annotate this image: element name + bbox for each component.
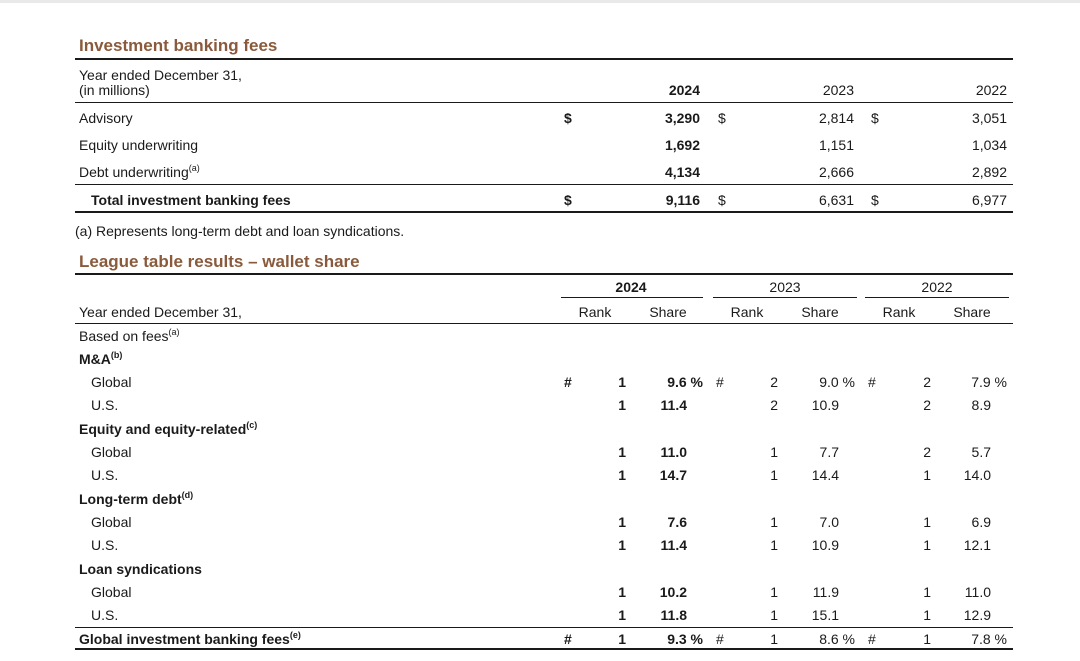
- fees-header-line2: (in millions): [79, 82, 150, 98]
- share-value: 11.4: [660, 537, 687, 553]
- league-header-rule: [75, 323, 1013, 324]
- footnote-marker: (a): [168, 327, 180, 337]
- total-2022: 6,977: [971, 192, 1007, 208]
- share-value: 14.4: [811, 467, 839, 483]
- share-value: 7.6: [667, 514, 687, 530]
- value-2022: 3,051: [971, 110, 1007, 126]
- rank-value: 1: [770, 607, 778, 623]
- total-2023: 6,631: [818, 192, 854, 208]
- footnote-marker: (a): [188, 163, 200, 173]
- share-value: 7.7: [819, 444, 839, 460]
- share-value: 14.7: [659, 467, 687, 483]
- group-heading: [79, 561, 202, 577]
- rank-header: Rank: [730, 304, 764, 320]
- group-heading-label: M&A: [79, 351, 111, 367]
- row-label: U.S.: [91, 537, 119, 553]
- rank-value: 2: [770, 397, 778, 413]
- share-value: 8.9: [971, 397, 991, 413]
- league-bottom-rule: [75, 648, 1013, 650]
- percent-sign: %: [838, 631, 855, 647]
- rank-value: 1: [770, 444, 778, 460]
- rank-header: Rank: [882, 304, 916, 320]
- value-2024: 3,290: [664, 110, 700, 126]
- rank-value: 1: [923, 631, 931, 647]
- rank-value: 1: [618, 607, 626, 623]
- share-value: 11.9: [812, 584, 839, 600]
- share-number: 9.0: [819, 374, 839, 390]
- league-total-rule: [75, 627, 1013, 628]
- share-value: [785, 631, 855, 647]
- share-number: 7.8: [971, 631, 991, 647]
- total-label-text: Global investment banking fees: [79, 631, 290, 647]
- dollar-sign: $: [564, 110, 572, 126]
- league-year-2022: 2022: [921, 279, 953, 295]
- rank-header: Rank: [578, 304, 612, 320]
- share-number: 8.6: [819, 631, 839, 647]
- total-label: [79, 631, 301, 647]
- group-heading-label: Long-term debt: [79, 491, 182, 507]
- group-heading: [79, 491, 193, 507]
- share-number: 9.3: [667, 631, 687, 647]
- share-value: 6.9: [971, 514, 991, 530]
- group-heading: [79, 421, 257, 437]
- value-2022: 2,892: [971, 164, 1007, 180]
- fees-top-rule: [75, 58, 1013, 60]
- based-on-fees-label: Based on fees$^{(a)}$: [79, 327, 180, 344]
- share-value: 11.0: [964, 584, 991, 600]
- fees-table-title: Investment banking fees: [79, 36, 278, 55]
- row-label: Global: [91, 374, 132, 390]
- row-label: U.S.: [91, 467, 119, 483]
- share-value: 10.9: [811, 397, 839, 413]
- league-year-2024: 2024: [615, 279, 647, 295]
- value-2024: 4,134: [664, 164, 700, 180]
- rank-value: 1: [618, 444, 626, 460]
- top-border: [0, 0, 1080, 3]
- rank-value: 2: [923, 397, 931, 413]
- share-number: 9.6: [667, 374, 687, 390]
- share-value: 5.7: [971, 444, 991, 460]
- league-table-title: League table results – wallet share: [79, 252, 360, 271]
- fees-year-2022: 2022: [975, 82, 1007, 98]
- league-year-2023: 2023: [769, 279, 801, 295]
- group-heading-label: Equity and equity-related: [79, 421, 247, 437]
- share-value: 10.9: [811, 537, 839, 553]
- rank-value: 1: [923, 584, 931, 600]
- rank-value: 1: [923, 467, 931, 483]
- fees-total-rule: [75, 184, 1013, 185]
- fees-footnote: (a) Represents long-term debt and loan syndications.: [75, 223, 405, 239]
- share-value: 10.2: [659, 584, 687, 600]
- footnote-marker: (b): [110, 350, 123, 360]
- fees-header-rule: [75, 102, 1013, 103]
- percent-sign: %: [990, 374, 1007, 390]
- dollar-sign: $: [871, 110, 879, 126]
- year-underline-2022: [865, 297, 1009, 298]
- value-2023: 2,814: [818, 110, 854, 126]
- value-2022: 1,034: [971, 137, 1007, 153]
- hash-marker: #: [868, 374, 876, 390]
- share-value: [785, 374, 855, 390]
- fees-year-2023: 2023: [822, 82, 854, 98]
- rank-value: 2: [923, 444, 931, 460]
- rank-value: 1: [618, 397, 626, 413]
- dollar-sign: $: [718, 110, 726, 126]
- share-number: 7.9: [971, 374, 991, 390]
- hash-marker: #: [564, 374, 572, 390]
- league-header-label: Year ended December 31,: [79, 304, 242, 320]
- dollar-sign: $: [564, 192, 572, 208]
- fees-header-line1: Year ended December 31,: [79, 67, 242, 83]
- rank-value: 1: [770, 514, 778, 530]
- row-label: Advisory: [79, 110, 133, 126]
- percent-sign: %: [990, 631, 1007, 647]
- share-value: 12.9: [963, 607, 991, 623]
- share-header: Share: [649, 304, 687, 320]
- hash-marker: #: [716, 374, 724, 390]
- row-label: Equity underwriting: [79, 137, 199, 153]
- share-value: [937, 374, 1007, 390]
- rank-value: 1: [618, 374, 626, 390]
- share-value: 15.1: [811, 607, 839, 623]
- group-heading-label: Loan syndications: [79, 561, 202, 577]
- share-value: [937, 631, 1007, 647]
- footnote-marker: (d): [181, 490, 194, 500]
- dollar-sign: $: [718, 192, 726, 208]
- rank-value: 2: [923, 374, 931, 390]
- fees-bottom-rule: [75, 211, 1013, 213]
- rank-value: 1: [770, 537, 778, 553]
- league-top-rule: [75, 273, 1013, 275]
- group-heading: [79, 351, 122, 367]
- row-label: Debt underwriting$^{(a)}$: [79, 163, 200, 180]
- share-value: 11.8: [660, 607, 687, 623]
- value-2024: 1,692: [664, 137, 700, 153]
- share-value: [633, 631, 703, 647]
- share-header: Share: [953, 304, 991, 320]
- value-2023: 1,151: [818, 137, 854, 153]
- rank-value: 1: [923, 514, 931, 530]
- share-value: 7.0: [819, 514, 839, 530]
- total-label: Total investment banking fees: [91, 192, 291, 208]
- row-label: Global: [91, 584, 132, 600]
- rank-value: 1: [770, 467, 778, 483]
- rank-value: 1: [618, 631, 626, 647]
- row-label: Global: [91, 444, 132, 460]
- rank-value: 1: [770, 584, 778, 600]
- row-label: U.S.: [91, 607, 119, 623]
- total-2024: 9,116: [665, 192, 700, 208]
- year-underline-2023: [713, 297, 857, 298]
- share-value: 14.0: [963, 467, 991, 483]
- rank-value: 1: [923, 607, 931, 623]
- rank-value: 1: [618, 537, 626, 553]
- dollar-sign: $: [871, 192, 879, 208]
- footnote-marker: (e): [289, 630, 301, 640]
- percent-sign: %: [838, 374, 855, 390]
- hash-marker: #: [868, 631, 876, 647]
- rank-value: 1: [923, 537, 931, 553]
- percent-sign: %: [686, 374, 703, 390]
- percent-sign: %: [686, 631, 703, 647]
- share-value: 11.4: [660, 397, 687, 413]
- rank-value: 1: [770, 631, 778, 647]
- share-value: 12.1: [963, 537, 991, 553]
- row-label: U.S.: [91, 397, 119, 413]
- rank-value: 2: [770, 374, 778, 390]
- share-value: [633, 374, 703, 390]
- value-2023: 2,666: [818, 164, 854, 180]
- rank-value: 1: [618, 467, 626, 483]
- rank-value: 1: [618, 514, 626, 530]
- share-value: 11.0: [660, 444, 687, 460]
- hash-marker: #: [564, 631, 572, 647]
- rank-value: 1: [618, 584, 626, 600]
- row-label: Global: [91, 514, 132, 530]
- share-header: Share: [801, 304, 839, 320]
- hash-marker: #: [716, 631, 724, 647]
- fees-year-2024: 2024: [668, 82, 700, 98]
- footnote-marker: (c): [246, 420, 258, 430]
- year-underline-2024: [561, 297, 703, 298]
